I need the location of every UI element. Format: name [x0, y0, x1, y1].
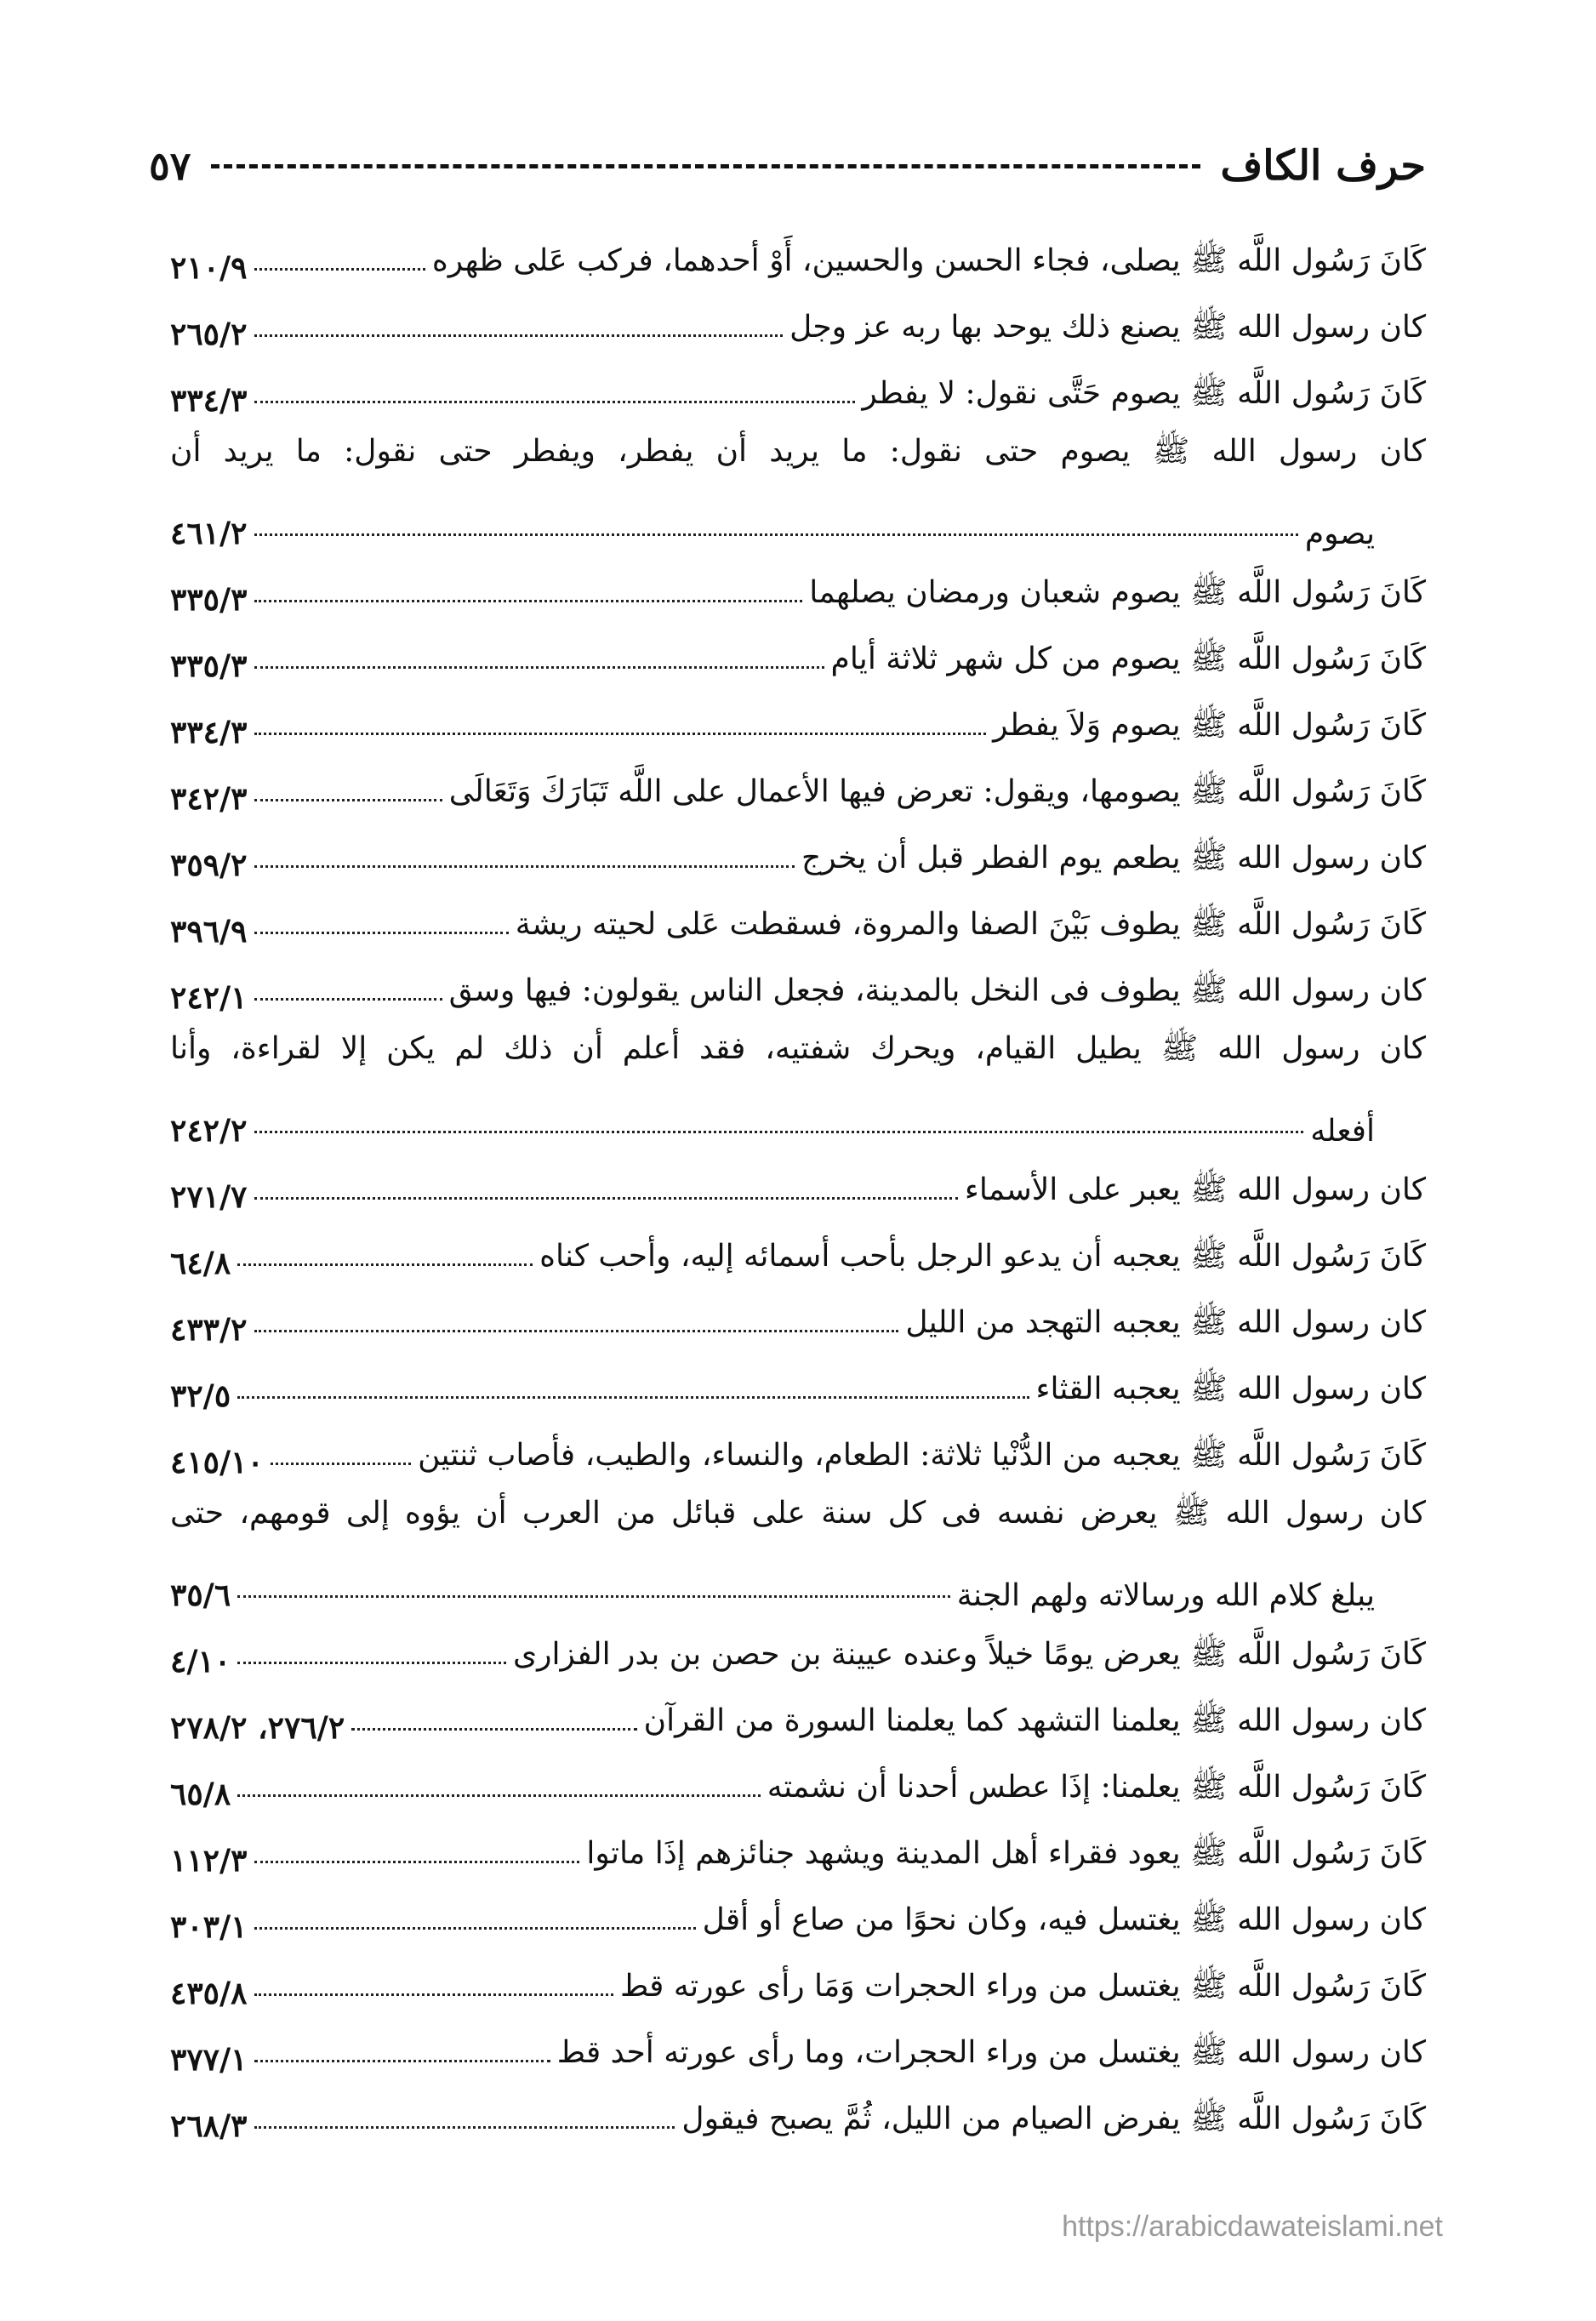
entry-text: كان رسول الله ﷺ يصنع ذلك يوحد بها ربه عز وجل — [789, 310, 1426, 345]
index-entry — [170, 1679, 1426, 1746]
entry-reference: ٣٣٥/٣ — [170, 648, 248, 684]
index-entry — [170, 2011, 1426, 2078]
entry-reference: ٣٣٤/٣ — [170, 383, 248, 419]
leader-dots — [351, 1728, 637, 1731]
entry-reference: ٤/١٠ — [170, 1644, 231, 1679]
index-entry — [170, 1016, 1426, 1149]
entry-text: كَانَ رَسُول اللَّه ﷺ يعجبه من الدُّنْيا ثلاثة: الطعام، والنساء، والطيب، فأصاب ثنتين — [418, 1438, 1426, 1473]
leader-dots — [254, 268, 425, 271]
entry-reference: ٣٥٩/٢ — [170, 847, 248, 883]
entry-text: كَانَ رَسُول اللَّه ﷺ يصوم وَلاَ يفطر — [993, 708, 1426, 743]
entry-text-continued: يصوم — [1304, 516, 1375, 551]
entry-text: كان رسول الله ﷺ يطيل القيام، ويحرك شفتيه، فقد أعلم أن ذلك لم يكن إلا لقراءة، وأنا — [170, 1031, 1426, 1066]
index-entry — [170, 1480, 1426, 1613]
index-entry — [170, 2078, 1426, 2144]
entry-text: كَانَ رَسُول اللَّه ﷺ يعجبه أن يدعو الرجل بأحب أسمائه إليه، وأحب كناه — [539, 1239, 1426, 1274]
entry-text: كان رسول الله ﷺ يصوم حتى نقول: ما يريد أن يفطر، ويفطر حتى نقول: ما يريد أن — [170, 434, 1426, 469]
entry-reference: ٣٢/٥ — [170, 1378, 231, 1414]
entry-text: كان رسول الله ﷺ يطعم يوم الفطر قبل أن يخرج — [801, 841, 1426, 875]
page-header — [149, 128, 1426, 204]
index-entry — [170, 1348, 1426, 1414]
index-entry — [170, 1746, 1426, 1812]
entry-text: كان رسول الله ﷺ يعلمنا التشهد كما يعلمنا السورة من القرآن — [643, 1703, 1426, 1738]
leader-dots — [254, 932, 509, 934]
index-entry — [170, 1945, 1426, 2011]
entry-text: كَانَ رَسُول اللَّه ﷺ يطوف بَيْنَ الصفا والمروة، فسقطت عَلى لحيته ريشة — [515, 907, 1426, 942]
leader-dots — [237, 1595, 950, 1598]
entry-reference: ٦٤/٨ — [170, 1246, 231, 1281]
entry-reference: ٢٧١/٧ — [170, 1179, 248, 1215]
index-entry — [170, 1613, 1426, 1679]
entry-reference: ٢٤٢/٢ — [170, 1113, 248, 1149]
entry-text: كَانَ رَسُول اللَّه ﷺ يصومها، ويقول: تعرض فيها الأعمال على اللَّه تَبَارَكَ وَتَعَالَى — [448, 774, 1426, 809]
entry-text: كان رسول الله ﷺ يعجبه التهجد من الليل — [905, 1305, 1426, 1340]
watermark-url: https://arabicdawateislami.net — [1062, 2210, 1443, 2243]
hadith-index-list — [170, 220, 1426, 2144]
index-entry — [170, 1215, 1426, 1281]
entry-reference: ٢٧٦/٢، ٢٧٨/٢ — [170, 1710, 345, 1746]
entry-reference: ٣٣٥/٣ — [170, 582, 248, 618]
index-entry — [170, 750, 1426, 817]
leader-dots — [254, 1330, 899, 1332]
leader-dots — [254, 2060, 550, 2062]
leader-dots — [254, 666, 824, 669]
index-entry — [170, 817, 1426, 883]
leader-dots — [254, 334, 784, 337]
index-entry — [170, 684, 1426, 750]
leader-dots — [237, 1794, 761, 1797]
index-entry — [170, 551, 1426, 618]
index-entry — [170, 1149, 1426, 1215]
entry-text-continued: أفعله — [1310, 1114, 1375, 1149]
leader-dots — [254, 533, 1298, 536]
leader-dots — [271, 1463, 411, 1465]
entry-text-continued: يبلغ كلام الله ورسالاته ولهم الجنة — [956, 1578, 1375, 1613]
entry-reference: ٣٠٣/١ — [170, 1909, 248, 1945]
entry-text: كان رسول الله ﷺ يعرض نفسه فى كل سنة على قبائل من العرب أن يؤوه إلى قومهم، حتى — [170, 1496, 1426, 1531]
leader-dots — [254, 799, 442, 801]
index-entry — [170, 1281, 1426, 1348]
index-entry — [170, 883, 1426, 950]
entry-continuation — [170, 485, 1426, 551]
leader-dots — [254, 1927, 696, 1930]
entry-continuation — [170, 1082, 1426, 1149]
entry-reference: ٢٦٥/٢ — [170, 316, 248, 352]
leader-dots — [237, 1662, 506, 1664]
leader-dots — [254, 998, 442, 1001]
index-entry — [170, 220, 1426, 286]
entry-reference: ٣٣٤/٣ — [170, 715, 248, 750]
entry-text: كَانَ رَسُول اللَّه ﷺ يفرض الصيام من الليل، ثُمَّ يصبح فيقول — [681, 2101, 1426, 2136]
index-entry — [170, 1414, 1426, 1480]
page-number: ٥٧ — [149, 143, 191, 189]
entry-text: كَانَ رَسُول اللَّه ﷺ يعرض يومًا خيلاً وعنده عيينة بن حصن بن بدر الفزارى — [512, 1637, 1426, 1672]
leader-dots — [254, 865, 795, 868]
entry-text: كان رسول الله ﷺ يطوف فى النخل بالمدينة، فجعل الناس يقولون: فيها وسق — [448, 973, 1426, 1008]
section-title: حرف الكاف — [1220, 142, 1426, 190]
entry-text: كَانَ رَسُول اللَّه ﷺ يصوم من كل شهر ثلاثة أيام — [830, 642, 1426, 676]
leader-dots — [254, 2126, 675, 2129]
entry-text: كَانَ رَسُول اللَّه ﷺ يصوم شعبان ورمضان يصلهما — [809, 575, 1426, 610]
entry-reference: ١١٢/٣ — [170, 1843, 248, 1879]
leader-dots — [254, 1861, 580, 1863]
entry-text: كان رسول الله ﷺ يغتسل من وراء الحجرات، وما رأى عورته أحد قط — [556, 2035, 1426, 2070]
entry-text: كَانَ رَسُول اللَّه ﷺ يصوم حَتَّى نقول: لا يفطر — [862, 376, 1426, 411]
index-entry — [170, 419, 1426, 551]
header-rule — [211, 164, 1200, 168]
index-entry — [170, 352, 1426, 419]
entry-text: كان رسول الله ﷺ يعجبه القثاء — [1035, 1372, 1426, 1406]
index-entry — [170, 286, 1426, 352]
entry-continuation — [170, 1547, 1426, 1613]
entry-reference: ٦٥/٨ — [170, 1776, 231, 1812]
entry-reference: ٣٤٢/٣ — [170, 781, 248, 817]
leader-dots — [254, 733, 987, 735]
leader-dots — [237, 1263, 533, 1266]
index-entry — [170, 618, 1426, 684]
entry-reference: ٤٣٣/٢ — [170, 1312, 248, 1348]
entry-reference: ٤١٥/١٠ — [170, 1445, 264, 1480]
index-entry — [170, 950, 1426, 1016]
entry-reference: ٣٩٦/٩ — [170, 914, 248, 950]
entry-reference: ٣٧٧/١ — [170, 2042, 248, 2078]
entry-reference: ٤٣٥/٨ — [170, 1976, 248, 2011]
entry-reference: ٣٥/٦ — [170, 1577, 231, 1613]
leader-dots — [237, 1396, 1029, 1399]
entry-text: كَانَ رَسُول اللَّه ﷺ يصلى، فجاء الحسن والحسين، أَوْ أحدهما، فركب عَلى ظهره — [431, 243, 1426, 278]
leader-dots — [254, 1197, 958, 1200]
leader-dots — [254, 1131, 1304, 1133]
index-entry — [170, 1879, 1426, 1945]
entry-text: كَانَ رَسُول اللَّه ﷺ يغتسل من وراء الحجرات وَمَا رأى عورته قط — [620, 1969, 1426, 2004]
entry-text: كَانَ رَسُول اللَّه ﷺ يعلمنا: إذَا عطس أحدنا أن نشمته — [767, 1770, 1426, 1805]
entry-reference: ٢٤٢/١ — [170, 980, 248, 1016]
entry-reference: ٢١٠/٩ — [170, 250, 248, 286]
index-entry — [170, 1812, 1426, 1879]
leader-dots — [254, 600, 803, 602]
leader-dots — [254, 1993, 614, 1996]
entry-text: كان رسول الله ﷺ يغتسل فيه، وكان نحوًا من صاع أو أقل — [702, 1902, 1426, 1937]
entry-text: كان رسول الله ﷺ يعبر على الأسماء — [964, 1172, 1426, 1207]
entry-reference: ٢٦٨/٣ — [170, 2108, 248, 2144]
entry-text: كَانَ رَسُول اللَّه ﷺ يعود فقراء أهل المدينة ويشهد جنائزهم إذَا ماتوا — [586, 1836, 1426, 1871]
leader-dots — [254, 401, 856, 403]
entry-reference: ٤٦١/٢ — [170, 516, 248, 551]
